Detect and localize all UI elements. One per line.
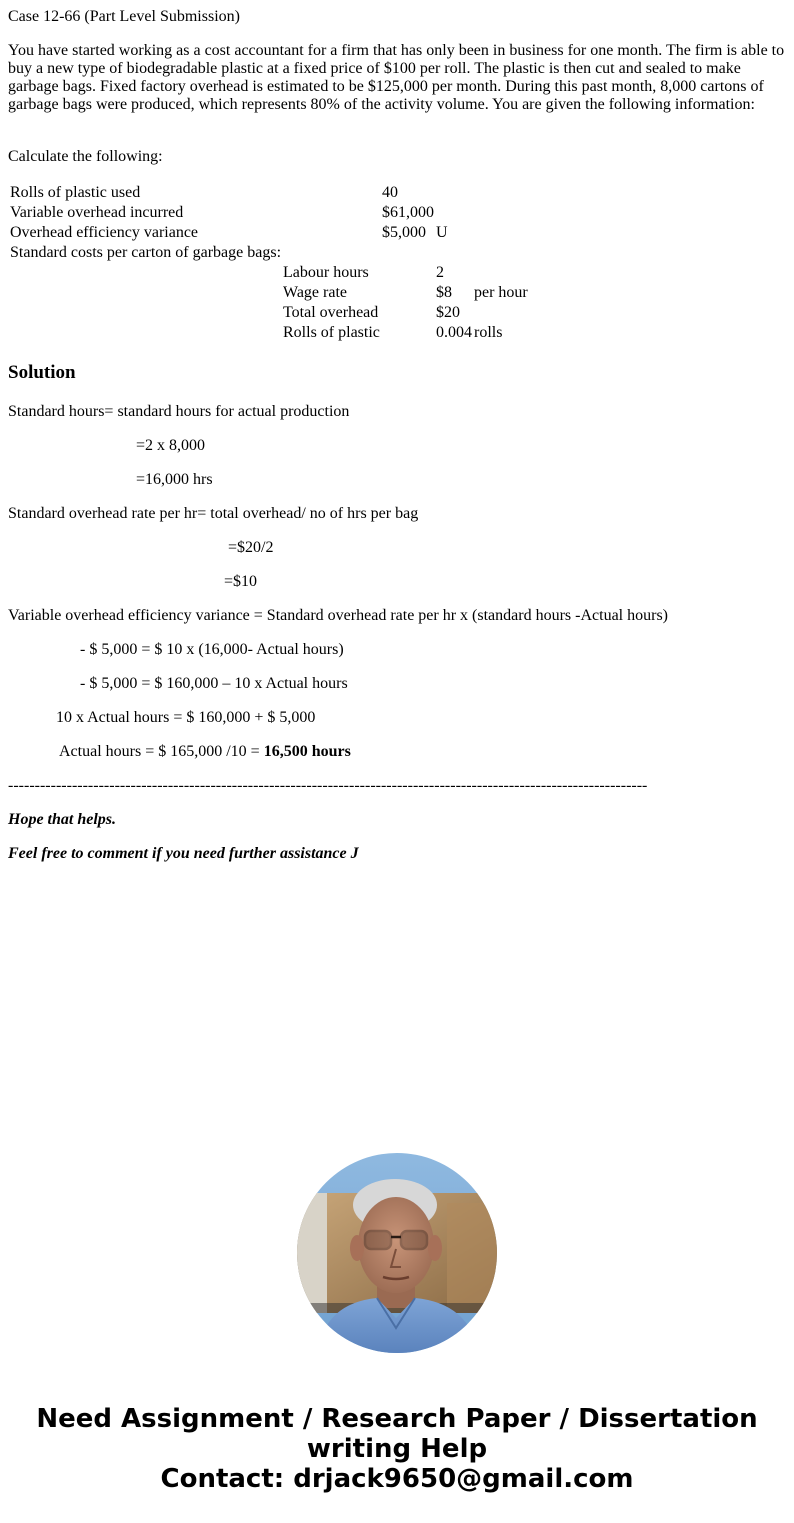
solution-line: 10 x Actual hours = $ 160,000 + $ 5,000 [56,709,316,726]
solution-line: =$20/2 [228,539,274,556]
case-title: Case 12-66 (Part Level Submission) [8,8,240,25]
table-row-label: Rolls of plastic used [10,184,141,201]
standard-row-unit: rolls [474,324,503,341]
footer-line: Need Assignment / Research Paper / Dissertation [36,1404,758,1434]
standard-row-label: Wage rate [283,284,347,301]
solution-line: Standard overhead rate per hr= total overhead/ no of hrs per bag [8,505,419,522]
standard-row-value: $20 [436,304,460,321]
solution-heading: Solution [8,362,76,383]
table-row-label: Standard costs per carton of garbage bags: [10,244,282,261]
closing-comment: Feel free to comment if you need further assistance J [8,845,359,862]
author-avatar [297,1153,497,1353]
solution-line: =16,000 hrs [136,471,213,488]
intro-paragraph: You have started working as a cost accountant for a firm that has only been in business for one month. The firm is able to buy a new type of biodegradable plastic at a fixed price of $100 per roll. The plastic is then cut and sealed to make garbage bags. Fixed factory overhead is estimated to be $125,000 per month. During this past month, 8,000 cartons of garbage bags were produced, which represents 80% of the activity volume. You are given the following information: [8,42,785,113]
standard-row-value: 2 [436,264,444,281]
solution-line: Variable overhead efficiency variance = Standard overhead rate per hr x (standard hours -Actual hours) [8,607,668,624]
table-row-label: Variable overhead incurred [10,204,184,221]
final-answer: 16,500 hours [263,743,351,760]
solution-line: Standard hours= standard hours for actual production [8,403,350,420]
standard-row-value: $8 [436,284,452,301]
separator: ------------------------------------------------------------------------------------------------------------------------ [8,777,648,794]
standard-row-label: Total overhead [283,304,379,321]
closing-thanks: Hope that helps. [8,811,117,828]
standard-row-label: Rolls of plastic [283,324,380,341]
footer-contact: Contact: drjack9650@gmail.com [160,1464,634,1494]
solution-line: - $ 5,000 = $ 160,000 – 10 x Actual hours [80,675,348,692]
table-row-value: $61,000 [382,204,434,221]
footer-line: writing Help [306,1434,488,1464]
footer-advert [0,1404,794,1494]
table-row-value: 40 [382,184,398,201]
standard-row-label: Labour hours [283,264,369,281]
table-row-value: $5,000 [382,224,426,241]
solution-line: - $ 5,000 = $ 10 x (16,000- Actual hours) [80,641,344,658]
table-row-unit: U [436,224,448,241]
solution-line: =2 x 8,000 [136,437,206,454]
author-photo [297,1153,497,1353]
table-row-label: Overhead efficiency variance [10,224,199,241]
standard-row-unit: per hour [474,284,528,301]
calculate-label: Calculate the following: [8,148,163,165]
solution-line: =$10 [224,573,258,590]
solution-final-line [59,743,351,761]
standard-row-value: 0.004 [436,324,472,341]
final-prefix: Actual hours = $ 165,000 /10 = [59,743,264,760]
